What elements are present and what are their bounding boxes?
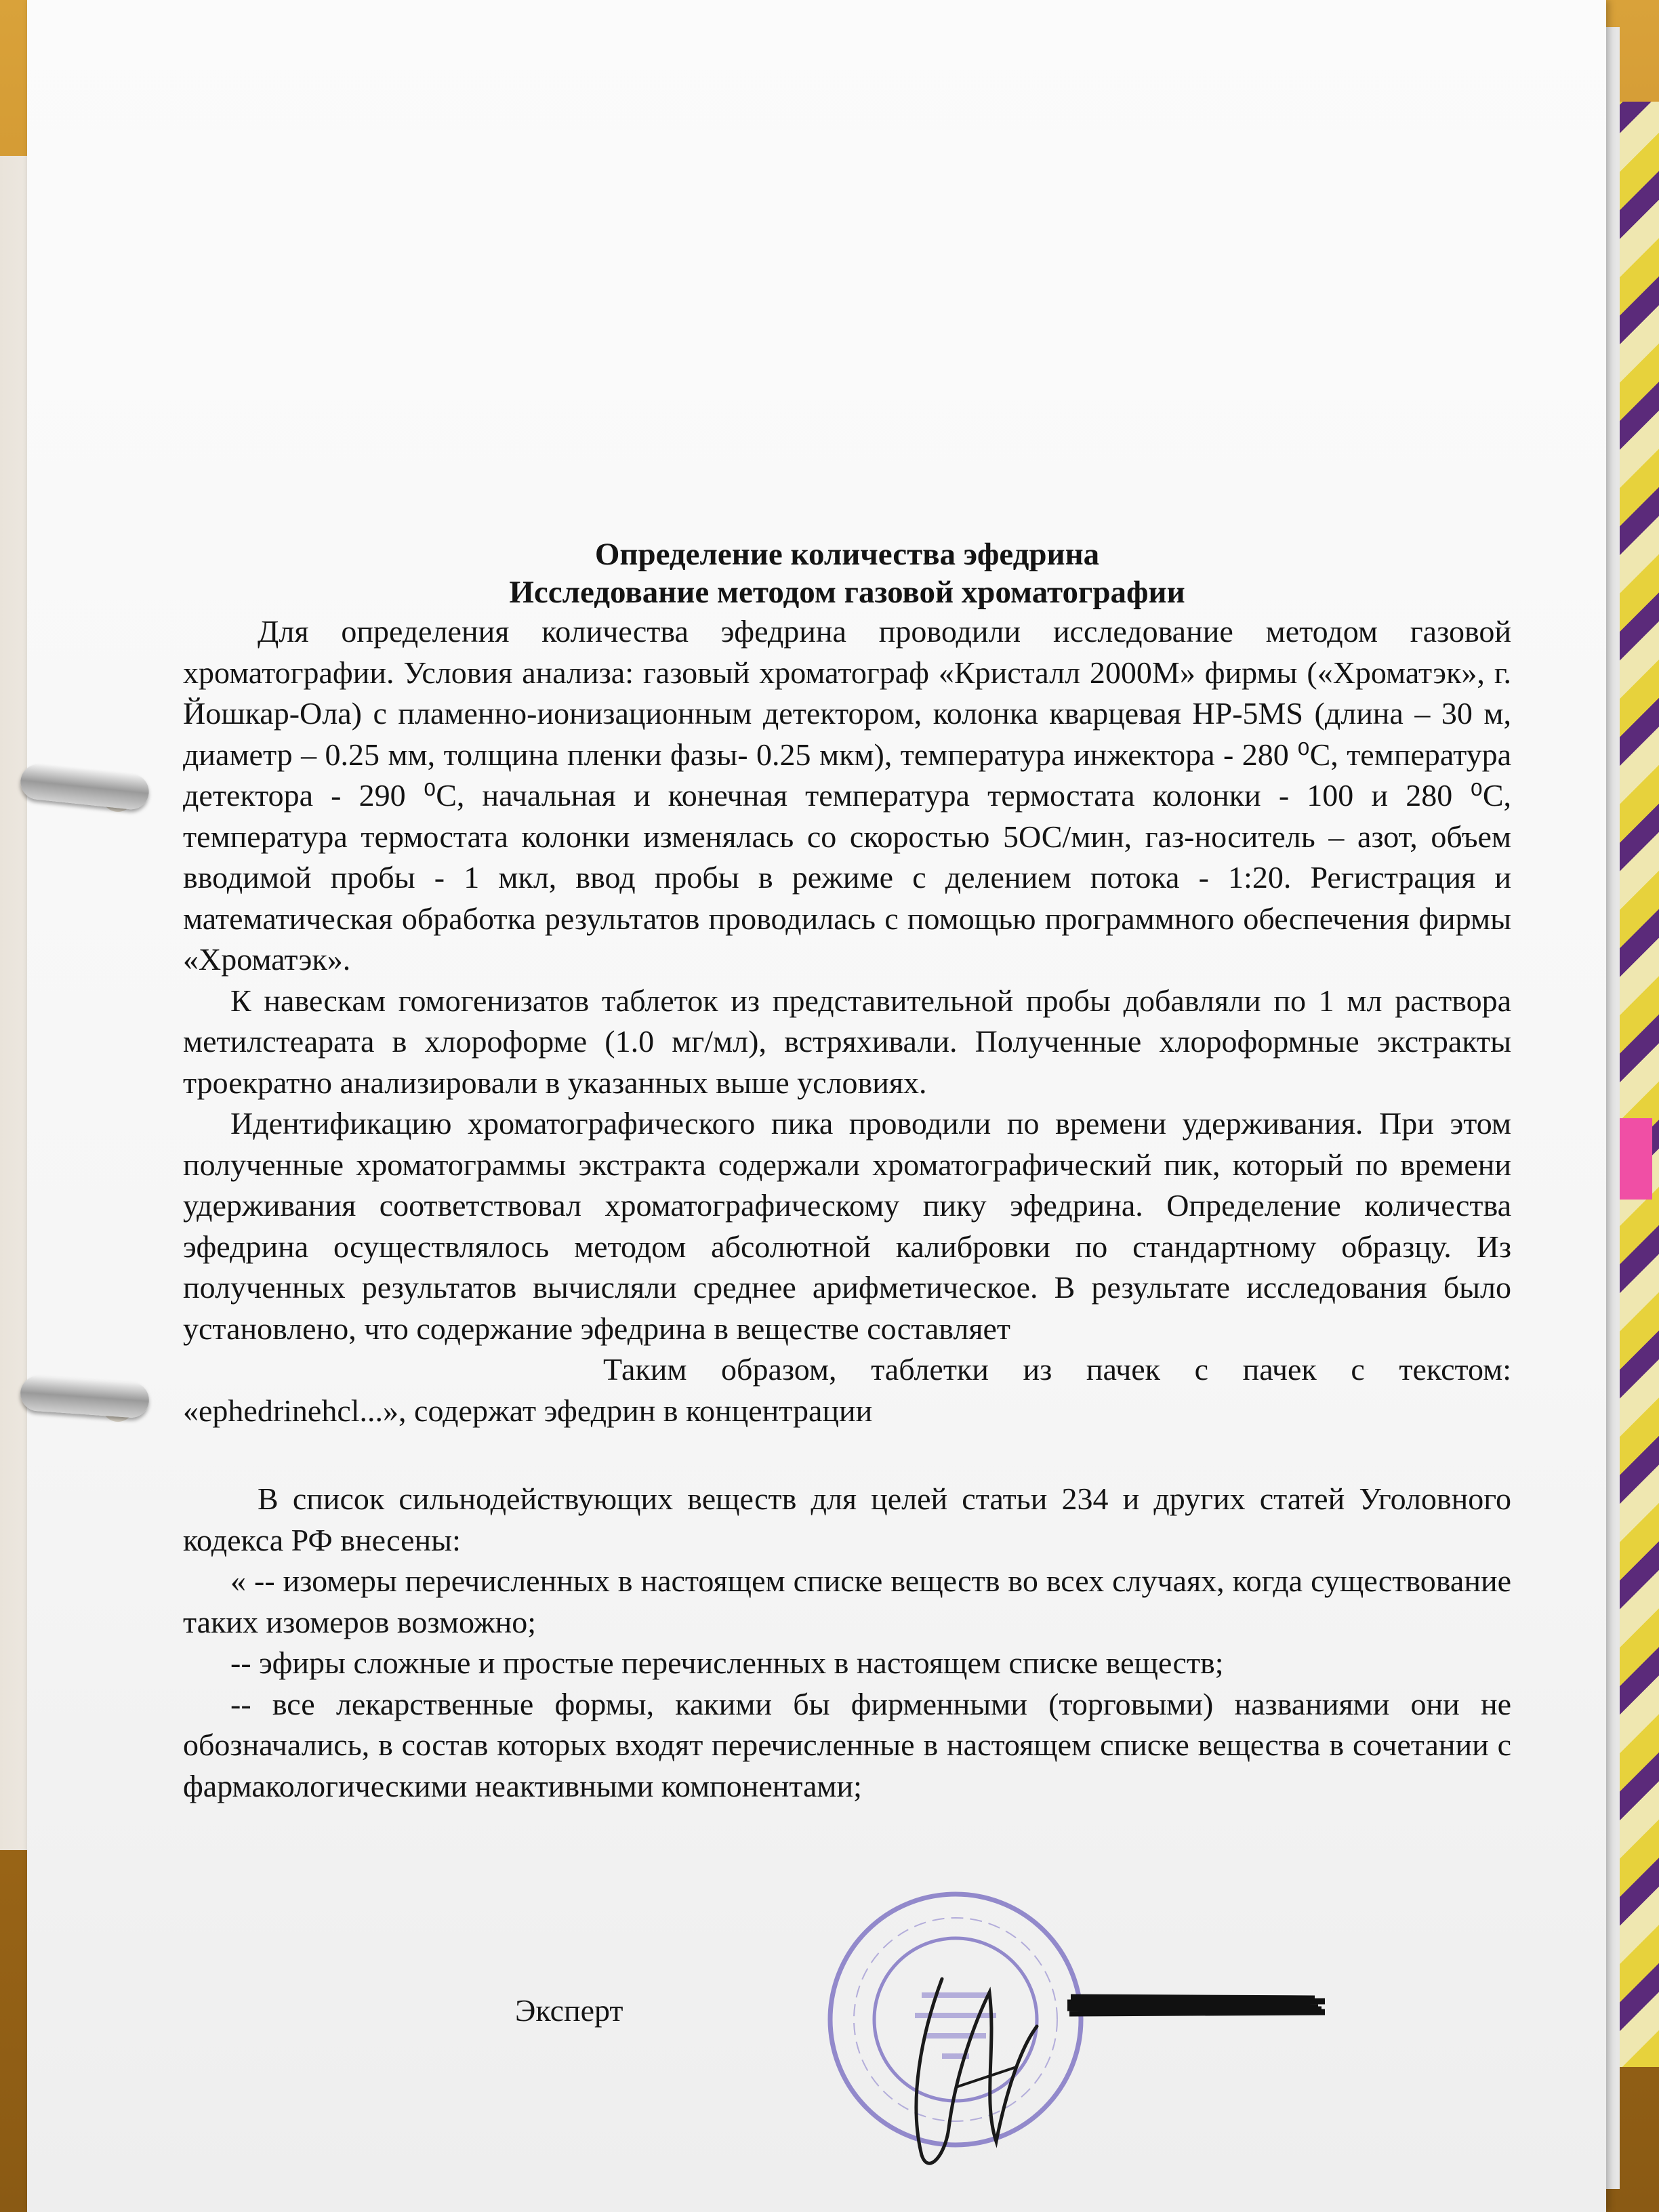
binder-ring xyxy=(19,1374,150,1418)
document-page xyxy=(27,0,1606,2212)
paragraph-method: Для определения количества эфедрина проводили исследование методом газовой хроматографии. Условия анализа: газовый хроматограф «Кристалл 2000М» фирмы («Хроматэк», г. Йошкар-Ола) с пламенно-ионизационным детектором, колонка кварцевая НР-5MS (длина – 30 м, диаметр – 0.25 мм, толщина пленки фазы- 0.25 мкм), температура инжектора - 280 ⁰С, температура детектора - 290 ⁰С, начальная и конечная температура термостата колонки - 100 и 280 ⁰С, температура термостата колонки изменялась со скоростью 5ОС/мин, газ-носитель – азот, объем вводимой пробы - 1 мкл, ввод пробы в режиме с делением потока - 1:20. Регистрация и математическая обработка результатов проводилась с помощью программного обеспечения фирмы «Хроматэк». xyxy=(183,614,1511,977)
paragraph-list-intro: В список сильнодействующих веществ для целей статьи 234 и других статей Уголовного кодекса РФ внесены: xyxy=(183,1481,1511,1557)
document-subtitle: Исследование методом газовой хроматографии xyxy=(509,575,1185,610)
redacted-name-scribble xyxy=(1064,1989,1328,2022)
list-item-dosage-forms: -- все лекарственные формы, какими бы фирменными (торговыми) названиями они не обозначались, в состав которых входят перечисленные в настоящем списке вещества в сочетании с фармакологическими неактивными компонентами; xyxy=(183,1686,1511,1803)
document-body xyxy=(183,535,1511,1807)
list-item-isomers: « -- изомеры перечисленных в настоящем списке веществ во всех случаях, когда существование таких изомеров возможно; xyxy=(183,1563,1511,1639)
binder-ring xyxy=(19,762,150,811)
signature-label: Эксперт xyxy=(515,1993,623,2028)
paragraph-identification: Идентификацию хроматографического пика проводили по времени удерживания. При этом полученные хроматограммы экстракта содержали хроматографический пик, который по времени удерживания соответствовал хроматографическому пику эфедрина. Определение количества эфедрина осуществлялось методом абсолютной калибровки по стандартному образцу. Из полученных результатов вычисляли среднее арифметическое. В результате исследования было установлено, что содержание эфедрина в веществе составляет xyxy=(183,1106,1511,1346)
list-item-ethers: -- эфиры сложные и простые перечисленных в настоящем списке веществ; xyxy=(230,1645,1224,1680)
document-title: Определение количества эфедрина xyxy=(594,537,1100,572)
paragraph-sample-prep: К навескам гомогенизатов таблеток из представительной пробы добавляли по 1 мл раствора метилстеарата в хлороформе (1.0 мг/мл), встряхивали. Полученные хлороформные экстракты троекратно анализировали в указанных выше условиях. xyxy=(183,983,1511,1100)
paragraph-conclusion: Таким образом, таблетки из пачек с пачек с текстом: «ephedrinehcl...», содержат эфедрин в концентрации xyxy=(183,1352,1511,1428)
handwritten-signature-icon xyxy=(881,1952,1105,2182)
